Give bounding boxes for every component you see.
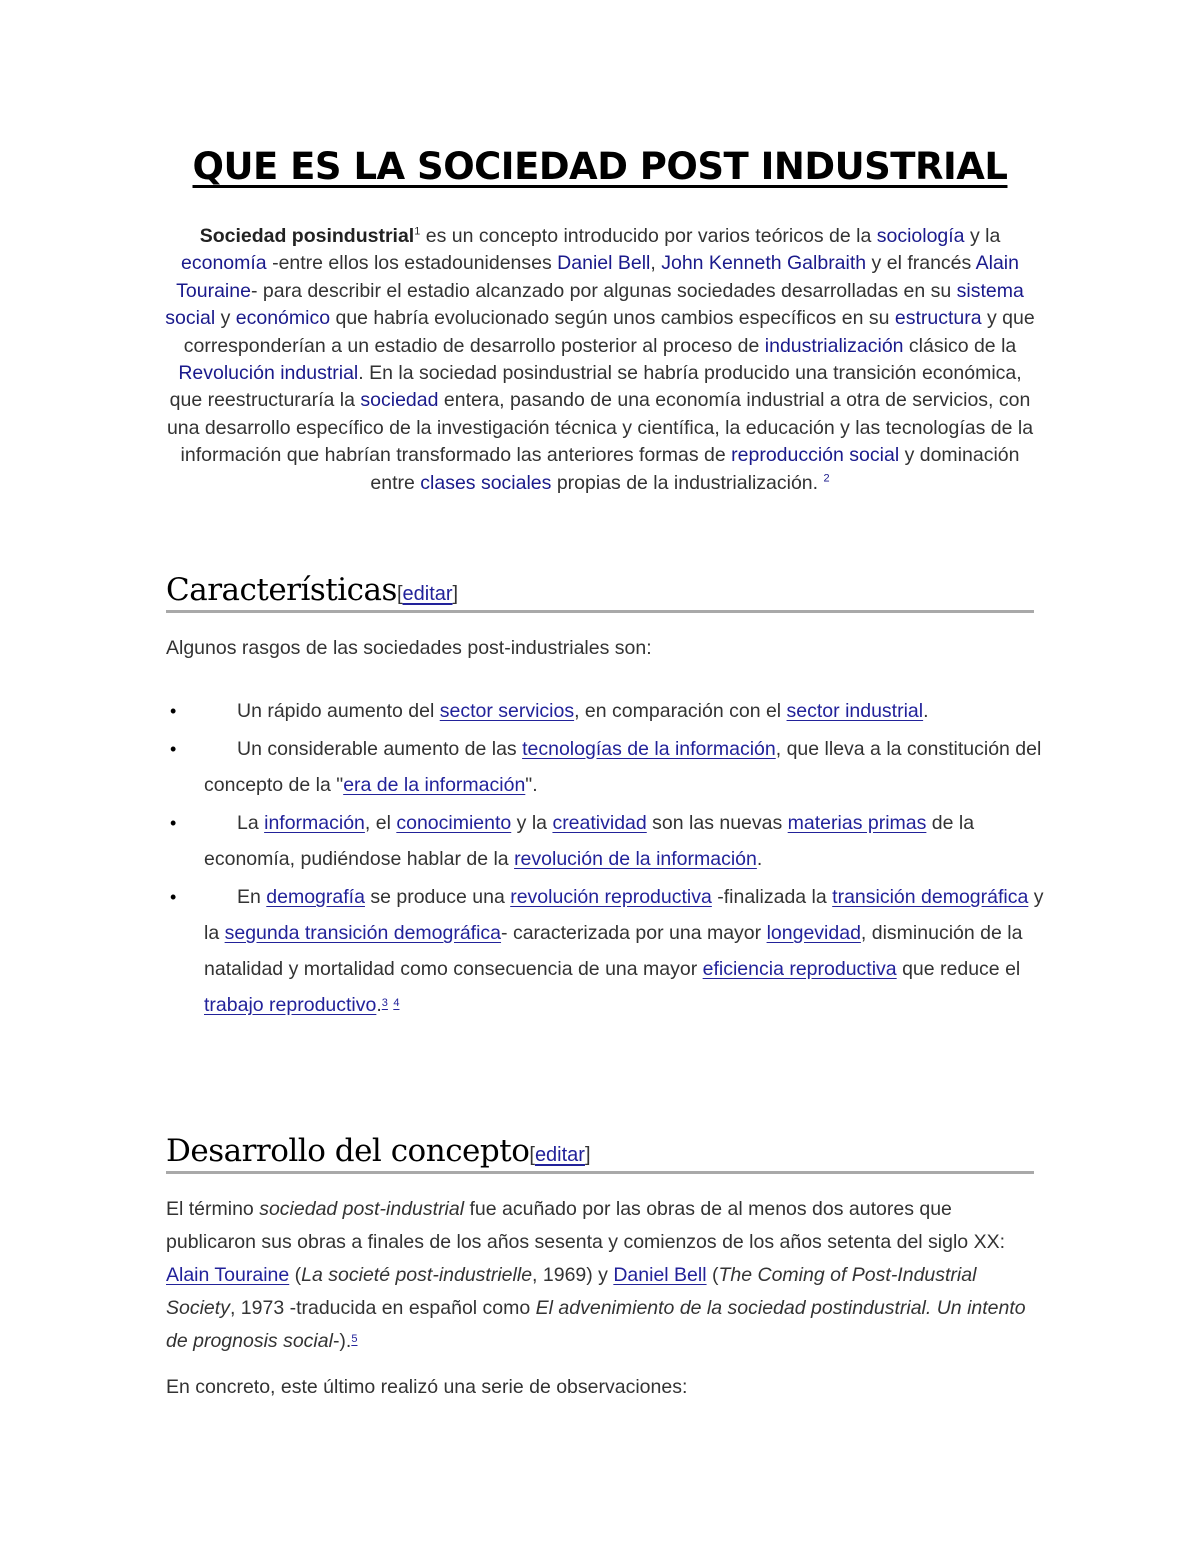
intro-text: -entre ellos los estadounidenses xyxy=(266,252,558,275)
link-sociedad[interactable]: sociedad xyxy=(360,389,439,412)
link-materias-primas[interactable]: materias primas xyxy=(787,812,927,834)
bullet-icon: • xyxy=(170,701,177,721)
item-text: La xyxy=(237,812,265,834)
link-revolucion-informacion[interactable]: revolución de la información xyxy=(514,848,757,870)
item-text: son las nuevas xyxy=(646,812,788,834)
para-text: , 1973 -traducida en español como xyxy=(229,1297,536,1319)
link-tecnologias-informacion[interactable]: tecnologías de la información xyxy=(522,738,776,760)
link-segunda-transicion[interactable]: segunda transición demográfica xyxy=(224,922,502,944)
item-text: En xyxy=(237,886,267,908)
section-heading-caracteristicas xyxy=(166,572,1034,613)
item-text: . xyxy=(923,700,929,722)
item-text: y la xyxy=(511,812,553,834)
item-text: , disminución de la natalidad y mortalidad como consecuencia de una mayor xyxy=(204,922,1023,980)
intro-text: y el francés xyxy=(866,252,976,275)
intro-text: y dominación entre xyxy=(370,444,1020,494)
para-text: ( xyxy=(289,1264,302,1286)
italic-term: sociedad post-industrial xyxy=(259,1198,465,1220)
intro-text: . En la sociedad posindustrial se habría producido una transición económica, que reestructuraría la xyxy=(169,362,1022,412)
ref-4-link[interactable]: 4 xyxy=(393,997,400,1009)
ref-5-link[interactable]: 5 xyxy=(351,1333,358,1345)
intro-text: clásico de la xyxy=(903,334,1017,357)
item-text: . xyxy=(376,994,382,1016)
edit-close: ] xyxy=(452,583,459,605)
bullet-icon: • xyxy=(170,813,177,833)
link-daniel-bell-2[interactable]: Daniel Bell xyxy=(613,1264,707,1286)
link-sociologia[interactable]: sociología xyxy=(876,225,965,247)
ref-1: 1 xyxy=(414,225,421,238)
item-text: y la xyxy=(204,886,1044,944)
desarrollo-paragraph xyxy=(166,1193,1036,1358)
list-item xyxy=(166,879,1046,1023)
heading-text: Características xyxy=(166,572,397,608)
item-text: , el xyxy=(364,812,397,834)
link-industrializacion[interactable]: industrialización xyxy=(764,334,904,357)
italic-title: La societé post-industrielle xyxy=(301,1264,533,1286)
ref-2-link[interactable]: 2 xyxy=(823,472,830,485)
italic-title: The Coming of Post-Industrial Society xyxy=(166,1264,977,1319)
item-text: se produce una xyxy=(364,886,511,908)
link-trabajo-reproductivo[interactable]: trabajo reproductivo xyxy=(204,994,377,1016)
bullet-icon: • xyxy=(170,887,177,907)
ref-3-link[interactable]: 3 xyxy=(381,997,388,1009)
desarrollo-paragraph-2: En concreto, este último realizó una serie de observaciones: xyxy=(166,1376,688,1398)
item-text: Un rápido aumento del xyxy=(237,700,440,722)
link-sector-servicios[interactable]: sector servicios xyxy=(439,700,575,722)
intro-text: y que corresponderían a un estadio de desarrollo posterior al proceso de xyxy=(183,307,1035,357)
item-text: Un considerable aumento de las xyxy=(237,738,523,760)
link-economia[interactable]: economía xyxy=(181,252,267,275)
para-text: , 1969) y xyxy=(532,1264,614,1286)
item-text: que reduce el xyxy=(896,958,1021,980)
intro-text: - para describir el estadio alcanzado por algunas sociedades desarrolladas en su xyxy=(250,279,957,302)
edit-open: [ xyxy=(529,1144,535,1166)
italic-title: El advenimiento de la sociedad postindustrial. Un intento de prognosis social xyxy=(166,1297,1026,1352)
para-text: -). xyxy=(332,1330,352,1352)
link-eficiencia-reproductiva[interactable]: eficiencia reproductiva xyxy=(702,958,897,980)
list-item xyxy=(166,805,1046,877)
link-clases-sociales[interactable]: clases sociales xyxy=(420,471,552,494)
section-lead: Algunos rasgos de las sociedades post-industriales son: xyxy=(166,637,652,659)
edit-close: ] xyxy=(584,1144,591,1166)
intro-text: entera, pasando de una economía industrial a otra de servicios, con una desarrollo específico de la investigación técnica y científica, la educación y las tecnologías de la información que habrían transformado las anteriores formas de xyxy=(166,389,1034,467)
bullet-icon: • xyxy=(170,739,177,759)
link-touraine[interactable]: Alain Touraine xyxy=(176,252,1019,302)
page-title: QUE ES LA SOCIEDAD POST INDUSTRIAL xyxy=(192,145,1008,188)
link-longevidad[interactable]: longevidad xyxy=(766,922,861,944)
intro-text: , xyxy=(650,252,662,275)
intro-text: es un concepto introducido por varios teóricos de la xyxy=(420,225,877,247)
list-item xyxy=(166,693,1046,729)
intro-text: y la xyxy=(964,225,1001,247)
link-economico[interactable]: económico xyxy=(235,307,331,330)
link-alain-touraine[interactable]: Alain Touraine xyxy=(166,1264,290,1286)
link-daniel-bell[interactable]: Daniel Bell xyxy=(557,252,651,275)
section-heading-desarrollo xyxy=(166,1133,1034,1174)
link-creatividad[interactable]: creatividad xyxy=(552,812,647,834)
edit-open: [ xyxy=(396,583,403,605)
para-text: El término xyxy=(166,1198,260,1220)
item-text: de la economía, pudiéndose hablar de la xyxy=(204,812,975,870)
para-text: fue acuñado por las obras de al menos dos autores que publicaron sus obras a finales de los años sesenta y comienzos de los años setenta del siglo XX: xyxy=(166,1198,1005,1253)
link-informacion[interactable]: información xyxy=(264,812,365,834)
link-sector-industrial[interactable]: sector industrial xyxy=(786,700,924,722)
link-reproduccion-social[interactable]: reproducción social xyxy=(731,444,900,467)
link-transicion-demografica[interactable]: transición demográfica xyxy=(832,886,1029,908)
link-sistema-social[interactable]: sistema social xyxy=(165,279,1024,330)
edit-bracket xyxy=(529,1144,590,1166)
intro-paragraph xyxy=(160,223,1040,497)
intro-text: y xyxy=(215,307,236,330)
heading-text: Desarrollo del concepto xyxy=(166,1133,530,1169)
item-text: . xyxy=(756,848,763,870)
item-text: -finalizada la xyxy=(711,886,833,908)
link-estructura[interactable]: estructura xyxy=(894,307,982,330)
intro-bold-term: Sociedad posindustrial xyxy=(199,225,415,247)
intro-text: que habría evolucionado según unos cambios específicos en su xyxy=(330,307,895,330)
link-conocimiento[interactable]: conocimiento xyxy=(396,812,512,834)
link-revolucion-reproductiva[interactable]: revolución reproductiva xyxy=(510,886,712,908)
item-text: , en comparación con el xyxy=(574,700,787,722)
intro-text: propias de la industrialización. xyxy=(551,471,824,494)
edit-link[interactable]: editar xyxy=(534,1144,585,1166)
para-text: ( xyxy=(706,1264,719,1286)
item-text: , que lleva a la constitución del concepto de la " xyxy=(204,738,1042,796)
link-galbraith[interactable]: John Kenneth Galbraith xyxy=(661,252,867,275)
edit-bracket xyxy=(397,583,458,605)
characteristics-list xyxy=(166,693,1046,1025)
link-demografia[interactable]: demografía xyxy=(266,886,365,908)
link-revolucion-industrial[interactable]: Revolución industrial xyxy=(178,362,359,385)
list-item xyxy=(166,731,1046,803)
edit-link[interactable]: editar xyxy=(402,583,453,605)
item-text: ". xyxy=(525,774,538,796)
link-era-informacion[interactable]: era de la información xyxy=(343,774,526,796)
item-text: - caracterizada por una mayor xyxy=(501,922,767,944)
